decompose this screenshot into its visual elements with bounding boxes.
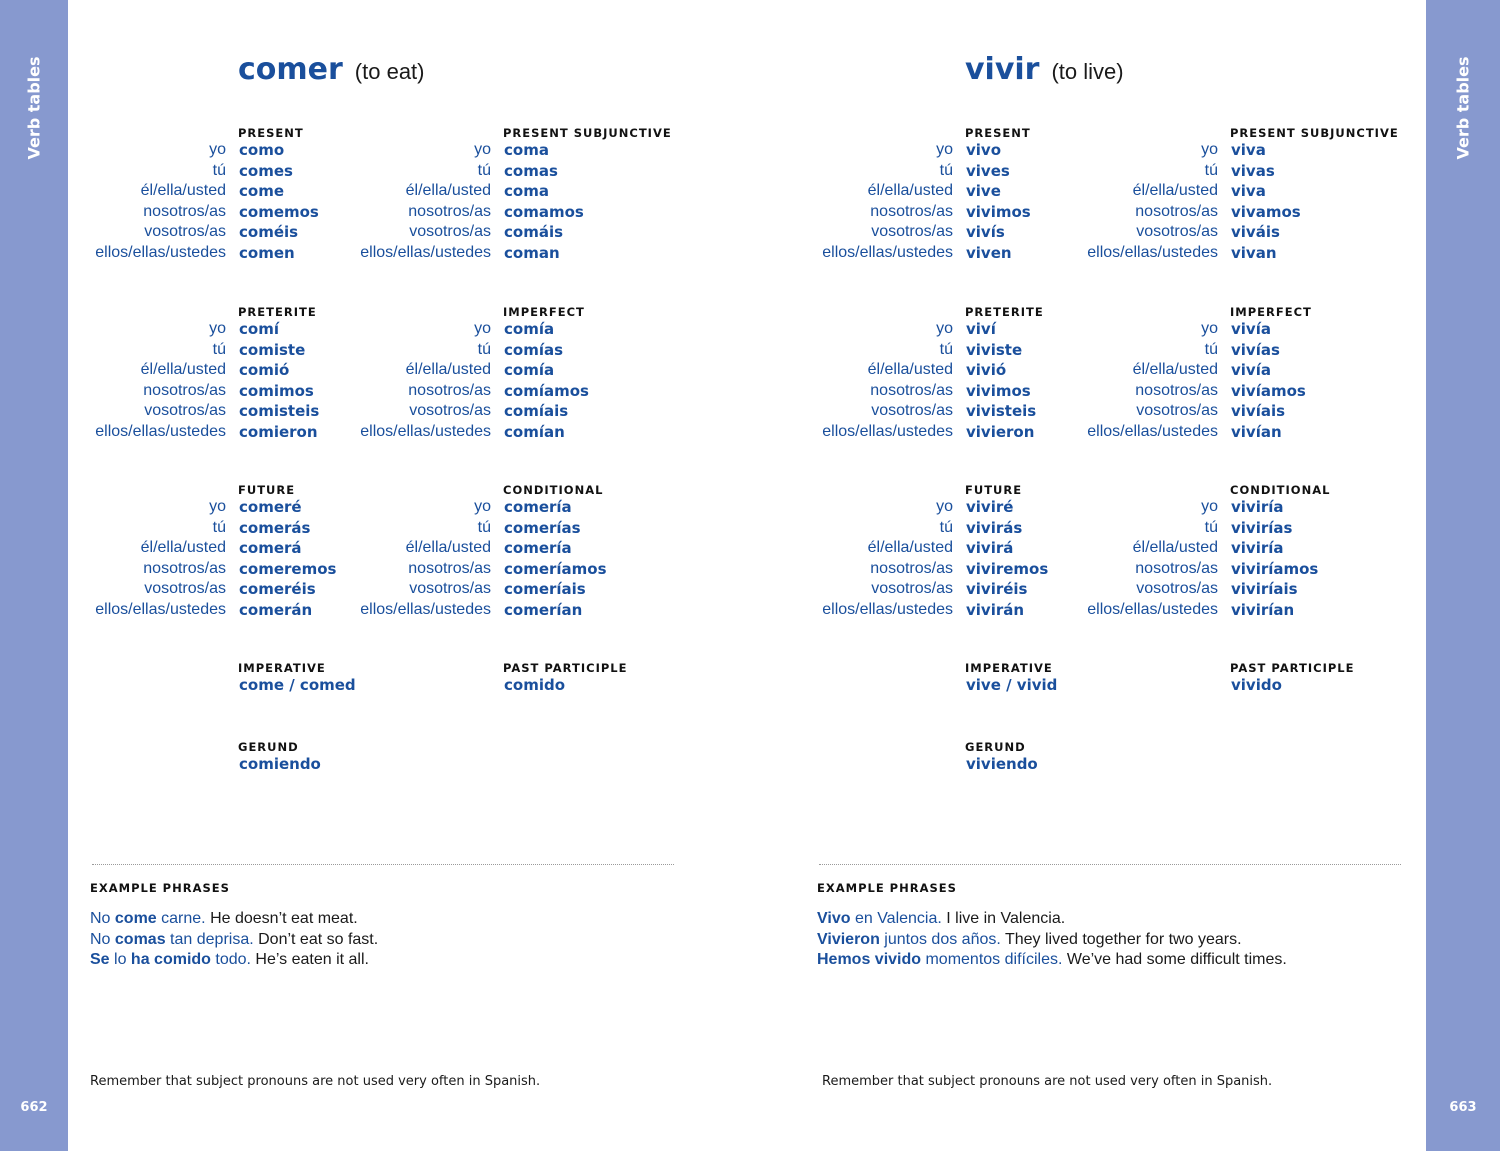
gerund-form: viviendo — [966, 755, 1038, 773]
pronoun: tú — [477, 161, 491, 179]
example-text: lo — [109, 951, 131, 968]
pronoun: vosotros/as — [1136, 580, 1218, 597]
example-verb: ha comido — [130, 951, 211, 968]
pronoun: vosotros/as — [409, 580, 491, 597]
pronoun: vosotros/as — [871, 223, 953, 240]
conjugated-form: comeremos — [239, 559, 337, 578]
conjugated-form: vivíamos — [1231, 381, 1306, 400]
pronoun: nosotros/as — [1135, 202, 1218, 220]
pronoun: él/ella/usted — [1132, 539, 1218, 556]
page-number: 663 — [1449, 1100, 1477, 1115]
pronoun: tú — [939, 161, 953, 179]
tense-label: PRESENT SUBJUNCTIVE — [503, 126, 672, 140]
example-english: He doesn’t eat meat. — [210, 910, 358, 927]
conjugated-form: vivirás — [966, 518, 1023, 537]
conjugated-form: como — [239, 141, 285, 159]
pronoun: vosotros/as — [1136, 402, 1218, 419]
conjugated-form: comerías — [504, 518, 581, 537]
past-participle-form: comido — [504, 676, 566, 694]
pronoun: yo — [1201, 141, 1218, 158]
example-verb: Vivieron — [817, 930, 880, 948]
example-text: No — [90, 930, 115, 948]
example-text: en Valencia. — [850, 910, 942, 927]
conjugated-form: comemos — [239, 202, 319, 221]
pronoun: yo — [474, 141, 491, 158]
tense-label: FUTURE — [965, 483, 1023, 497]
pronoun: él/ella/usted — [405, 539, 491, 556]
conjugated-form: comí — [239, 320, 279, 338]
conjugated-form: viven — [966, 243, 1012, 262]
conjugated-form: vivimos — [966, 381, 1031, 400]
pronoun: yo — [936, 498, 953, 515]
pronoun: nosotros/as — [870, 559, 953, 577]
pronoun: ellos/ellas/ustedes — [822, 600, 953, 618]
conjugated-form: comían — [504, 422, 565, 441]
past-participle-label: PAST PARTICIPLE — [1230, 661, 1355, 675]
pronoun: nosotros/as — [143, 381, 226, 399]
conjugated-form: viviré — [966, 498, 1014, 516]
verb-infinitive: vivir — [965, 52, 1040, 87]
pronoun: ellos/ellas/ustedes — [1087, 600, 1218, 618]
pronoun: tú — [1204, 161, 1218, 179]
verb-translation: (to eat) — [354, 59, 425, 84]
pronoun: vosotros/as — [144, 223, 226, 240]
conjugated-form: come — [239, 182, 284, 200]
pronoun: ellos/ellas/ustedes — [822, 422, 953, 440]
conjugated-form: vivieron — [966, 422, 1035, 441]
example-verb: Hemos vivido — [817, 951, 922, 968]
conjugated-form: comieron — [239, 422, 318, 441]
pronoun: nosotros/as — [143, 559, 226, 577]
verb-title — [238, 52, 425, 87]
pronoun: yo — [474, 498, 491, 515]
example-spanish — [817, 931, 1001, 948]
pronoun: yo — [474, 320, 491, 337]
pronoun: tú — [939, 518, 953, 536]
conjugated-form: comamos — [504, 202, 584, 221]
tense-label: PRESENT SUBJUNCTIVE — [1230, 126, 1399, 140]
pronoun: yo — [1201, 498, 1218, 515]
pronoun: vosotros/as — [1136, 223, 1218, 240]
pronoun: él/ella/usted — [1132, 182, 1218, 199]
conjugated-form: vivamos — [1231, 202, 1301, 221]
past-participle-label: PAST PARTICIPLE — [503, 661, 628, 675]
example-spanish — [817, 951, 1062, 968]
pronoun: él/ella/usted — [867, 361, 953, 378]
conjugated-form: viviríais — [1231, 580, 1298, 598]
pronoun: él/ella/usted — [405, 182, 491, 199]
past-participle-form: vivido — [1231, 676, 1282, 694]
example-phrase — [817, 950, 1287, 970]
pronoun: yo — [936, 320, 953, 337]
tense-label: CONDITIONAL — [1230, 483, 1331, 497]
conjugated-form: vivo — [966, 141, 1002, 159]
pronoun: yo — [209, 498, 226, 515]
conjugated-form: vivirá — [966, 539, 1014, 557]
example-spanish — [90, 910, 206, 927]
pronoun: tú — [477, 340, 491, 358]
conjugated-form: comáis — [504, 223, 564, 241]
tense-label: PRETERITE — [238, 305, 317, 319]
conjugated-form: comías — [504, 340, 564, 359]
conjugated-form: comeréis — [239, 580, 316, 598]
pronoun: yo — [209, 141, 226, 158]
conjugated-form: viviste — [966, 340, 1023, 359]
conjugated-form: comería — [504, 539, 572, 557]
page-number: 662 — [20, 1100, 48, 1115]
conjugated-form: vivimos — [966, 202, 1031, 221]
right-side-tab — [1426, 0, 1500, 1151]
conjugated-form: vivisteis — [966, 402, 1037, 420]
side-tab-label: Verb tables — [1453, 56, 1473, 160]
conjugated-form: viva — [1231, 182, 1266, 200]
pronoun: vosotros/as — [144, 402, 226, 419]
pronoun: tú — [1204, 518, 1218, 536]
pronoun: él/ella/usted — [140, 361, 226, 378]
example-text: todo. — [210, 951, 251, 968]
example-phrase — [817, 909, 1065, 929]
pronoun: vosotros/as — [871, 402, 953, 419]
example-spanish — [90, 951, 251, 968]
conjugated-form: vivían — [1231, 422, 1282, 441]
side-tab-label: Verb tables — [24, 56, 44, 160]
conjugated-form: comió — [239, 361, 290, 379]
pronoun: yo — [1201, 320, 1218, 337]
pronoun: vosotros/as — [144, 580, 226, 597]
imperative-form: vive / vivid — [966, 676, 1058, 694]
pronoun: nosotros/as — [870, 202, 953, 220]
conjugated-form: vivió — [966, 361, 1007, 379]
conjugated-form: viviréis — [966, 580, 1028, 598]
example-english: Don’t eat so fast. — [258, 930, 379, 948]
pronoun: nosotros/as — [143, 202, 226, 220]
pronoun: él/ella/usted — [867, 182, 953, 199]
conjugated-form: vivías — [1231, 340, 1280, 359]
conjugated-form: vivía — [1231, 361, 1271, 379]
pronoun: ellos/ellas/ustedes — [360, 600, 491, 618]
verb-infinitive: comer — [238, 52, 343, 87]
pronoun: tú — [939, 340, 953, 358]
pronoun: él/ella/usted — [140, 182, 226, 199]
example-spanish — [90, 931, 254, 948]
pronoun: ellos/ellas/ustedes — [1087, 243, 1218, 261]
conjugated-form: vivirán — [966, 600, 1025, 619]
example-text: momentos difíciles. — [921, 951, 1063, 968]
pronoun: ellos/ellas/ustedes — [95, 243, 226, 261]
conjugated-form: comeríamos — [504, 559, 607, 578]
example-text: No — [90, 910, 115, 927]
conjugated-form: comerían — [504, 600, 583, 619]
example-phrase — [90, 950, 369, 970]
example-english: He’s eaten it all. — [255, 951, 369, 968]
tense-label: PRESENT — [965, 126, 1031, 140]
gerund-label: GERUND — [965, 740, 1026, 754]
verb-title — [965, 52, 1124, 87]
conjugated-form: comiste — [239, 340, 306, 359]
example-verb: comas — [114, 930, 166, 948]
conjugated-form: comíamos — [504, 381, 589, 400]
conjugated-form: viváis — [1231, 223, 1280, 241]
tense-label: PRETERITE — [965, 305, 1044, 319]
imperative-label: IMPERATIVE — [238, 661, 326, 675]
remember-note: Remember that subject pronouns are not used very often in Spanish. — [90, 1074, 541, 1089]
conjugated-form: vivas — [1231, 161, 1275, 180]
pronoun: ellos/ellas/ustedes — [822, 243, 953, 261]
pronoun: ellos/ellas/ustedes — [360, 422, 491, 440]
example-phrase — [90, 909, 358, 929]
gerund-form: comiendo — [239, 755, 321, 773]
pronoun: vosotros/as — [409, 223, 491, 240]
conjugated-form: viví — [966, 320, 996, 338]
example-english: I live in Valencia. — [946, 910, 1066, 927]
tense-label: IMPERFECT — [1230, 305, 1312, 319]
gerund-label: GERUND — [238, 740, 299, 754]
right-page — [795, 0, 1407, 1151]
conjugated-form: vivirías — [1231, 518, 1293, 537]
pronoun: nosotros/as — [408, 381, 491, 399]
example-phrase — [90, 930, 378, 950]
pronoun: nosotros/as — [1135, 381, 1218, 399]
imperative-form: come / comed — [239, 676, 356, 694]
conjugated-form: comimos — [239, 381, 314, 400]
example-verb: come — [114, 910, 157, 927]
example-verb: Vivo — [817, 910, 851, 927]
pronoun: ellos/ellas/ustedes — [95, 600, 226, 618]
conjugated-form: viviría — [1231, 539, 1284, 557]
pronoun: yo — [209, 320, 226, 337]
conjugated-form: comía — [504, 361, 555, 379]
conjugated-form: comisteis — [239, 402, 320, 420]
example-english: They lived together for two years. — [1004, 930, 1242, 948]
conjugated-form: viviríamos — [1231, 559, 1319, 578]
left-page — [68, 0, 680, 1151]
conjugated-form: comía — [504, 320, 555, 338]
pronoun: tú — [1204, 340, 1218, 358]
example-english: We’ve had some difficult times. — [1066, 951, 1287, 968]
conjugated-form: viva — [1231, 141, 1266, 159]
pronoun: vosotros/as — [871, 580, 953, 597]
pronoun: tú — [212, 161, 226, 179]
pronoun: nosotros/as — [870, 381, 953, 399]
imperative-label: IMPERATIVE — [965, 661, 1053, 675]
example-verb: Se — [90, 951, 110, 968]
example-text: tan deprisa. — [165, 930, 254, 948]
example-phrases-heading: EXAMPLE PHRASES — [817, 881, 957, 895]
pronoun: él/ella/usted — [405, 361, 491, 378]
conjugated-form: vivan — [1231, 243, 1277, 262]
verb-translation: (to live) — [1051, 59, 1124, 84]
example-spanish — [817, 910, 942, 927]
conjugated-form: comeré — [239, 498, 302, 516]
conjugated-form: vivirían — [1231, 600, 1295, 619]
conjugated-form: vivís — [966, 223, 1005, 241]
conjugated-form: vivía — [1231, 320, 1271, 338]
pronoun: nosotros/as — [1135, 559, 1218, 577]
tense-label: IMPERFECT — [503, 305, 585, 319]
pronoun: vosotros/as — [409, 402, 491, 419]
conjugated-form: viviría — [1231, 498, 1284, 516]
tense-label: FUTURE — [238, 483, 296, 497]
conjugated-form: comen — [239, 243, 295, 262]
conjugated-form: coméis — [239, 223, 299, 241]
dotted-divider — [92, 864, 674, 865]
conjugated-form: coman — [504, 243, 560, 262]
pronoun: ellos/ellas/ustedes — [1087, 422, 1218, 440]
pronoun: ellos/ellas/ustedes — [360, 243, 491, 261]
conjugated-form: vive — [966, 182, 1001, 200]
conjugated-form: vivíais — [1231, 402, 1286, 420]
pronoun: él/ella/usted — [1132, 361, 1218, 378]
pronoun: tú — [477, 518, 491, 536]
tense-label: PRESENT — [238, 126, 304, 140]
conjugated-form: comerán — [239, 600, 313, 619]
conjugated-form: coma — [504, 141, 549, 159]
pronoun: él/ella/usted — [867, 539, 953, 556]
conjugated-form: coma — [504, 182, 549, 200]
tense-label: CONDITIONAL — [503, 483, 604, 497]
pronoun: nosotros/as — [408, 559, 491, 577]
conjugated-form: comas — [504, 161, 558, 180]
example-text: juntos dos años. — [879, 930, 1001, 948]
pronoun: yo — [936, 141, 953, 158]
conjugated-form: vives — [966, 161, 1010, 180]
conjugated-form: comeríais — [504, 580, 586, 598]
conjugated-form: viviremos — [966, 559, 1049, 578]
conjugated-form: comería — [504, 498, 572, 516]
conjugated-form: comerá — [239, 539, 302, 557]
dotted-divider — [819, 864, 1401, 865]
pronoun: tú — [212, 518, 226, 536]
pronoun: ellos/ellas/ustedes — [95, 422, 226, 440]
conjugated-form: comes — [239, 161, 293, 180]
conjugated-form: comíais — [504, 402, 569, 420]
example-phrases-heading: EXAMPLE PHRASES — [90, 881, 230, 895]
example-text: carne. — [156, 910, 206, 927]
conjugated-form: comerás — [239, 518, 311, 537]
pronoun: él/ella/usted — [140, 539, 226, 556]
pronoun: nosotros/as — [408, 202, 491, 220]
example-phrase — [817, 930, 1242, 950]
remember-note: Remember that subject pronouns are not used very often in Spanish. — [822, 1074, 1273, 1089]
pronoun: tú — [212, 340, 226, 358]
